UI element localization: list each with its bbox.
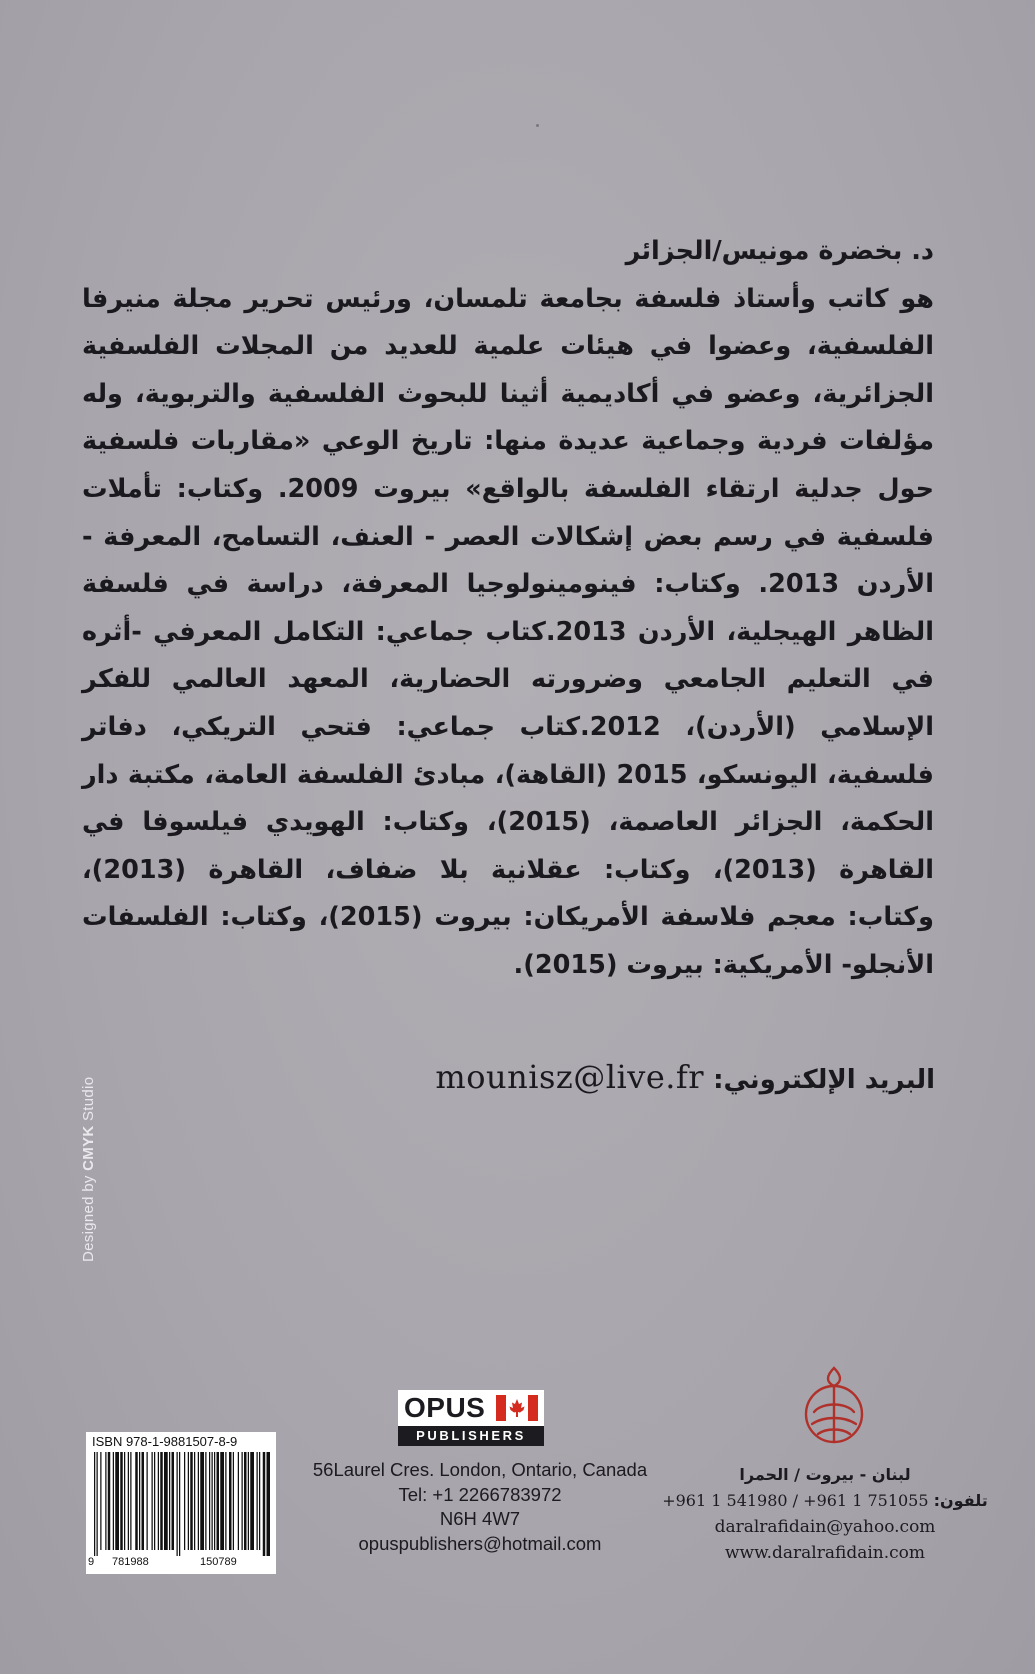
barcode-bar (184, 1452, 185, 1550)
barcode-bar (212, 1452, 213, 1550)
author-bio (82, 228, 934, 990)
barcode-bar (115, 1452, 119, 1550)
barcode-bar (205, 1452, 206, 1550)
barcode-bar (225, 1452, 226, 1550)
barcode-bar (248, 1452, 249, 1550)
barcode-bar (188, 1452, 189, 1550)
barcode-bar (259, 1452, 260, 1550)
barcode-bar (263, 1452, 266, 1556)
rafidain-email[interactable]: daralrafidain@yahoo.com (714, 1517, 936, 1537)
barcode-bar (214, 1452, 215, 1550)
opus-contact (290, 1458, 670, 1556)
barcode-bar (200, 1452, 204, 1550)
barcode-bar (128, 1452, 129, 1550)
rafidain-location: لبنان - بيروت / الحمرا (739, 1465, 911, 1484)
barcode-bar (190, 1452, 193, 1550)
opus-tel: Tel: +1 2266783972 (398, 1483, 562, 1505)
rafidain-logo-icon (796, 1362, 872, 1450)
email-label: البريد الإلكتروني: (713, 1065, 935, 1095)
rafidain-website[interactable]: www.daralrafidain.com (724, 1543, 926, 1563)
barcode-digits-right: 150789 (200, 1556, 237, 1568)
rafidain-phone-line (660, 1488, 990, 1514)
author-name: د. بخضرة مونيس/الجزائر (625, 236, 934, 266)
barcode-bar (194, 1452, 195, 1550)
barcode-bar (172, 1452, 175, 1550)
barcode-bar (164, 1452, 168, 1550)
barcode-bar (142, 1452, 145, 1550)
barcode-bar (135, 1452, 138, 1550)
designer-credit (80, 1077, 97, 1262)
barcode-bar (233, 1452, 234, 1550)
barcode-bar (154, 1452, 155, 1550)
barcode-bar (160, 1452, 163, 1550)
barcode-bar (108, 1452, 111, 1550)
barcode-bar (130, 1452, 131, 1550)
barcode-bar (113, 1452, 114, 1550)
barcode-bar (267, 1452, 271, 1556)
email-line (435, 1058, 935, 1096)
credit-prefix: Designed by (80, 1170, 97, 1262)
barcode-bar (244, 1452, 247, 1550)
barcode-bar (100, 1452, 101, 1550)
speck (536, 124, 539, 127)
barcode-bar (147, 1452, 148, 1550)
barcode-bar (177, 1452, 178, 1556)
author-email[interactable]: mounisz@live.fr (435, 1058, 705, 1096)
barcode-bar (229, 1452, 232, 1550)
barcode-bar (250, 1452, 254, 1550)
rafidain-phones: +961 1 541980 / +961 1 751055 (662, 1491, 929, 1510)
bio-paragraph: هو كاتب وأستاذ فلسفة بجامعة تلمسان، ورئيس تحرير مجلة منيرفا الفلسفية، وعضوا في هيئات علمية للعديد من المجلات الفلسفية الجزائرية، وعضو في أكاديمية أثينا للبحوث الفلسفية والتربوية، وله مؤلفات فردية وجماعية عديدة منها: تاريخ الوعي «مقاربات فلسفية حول جدلية ارتقاء الفلسفة بالواقع» بيروت 2009. وكتاب: تأملات فلسفية في رسم بعض إشكالات العصر - العنف، التسامح، المعرفة - الأردن 2013. وكتاب: فينومينولوجيا المعرفة، دراسة في فلسفة الظاهر الهيجلية، الأردن 2013.كتاب جماعي: التكامل المعرفي -أثره في التعليم الجامعي وضرورته الحضارية، المعهد العالمي للفكر الإسلامي (الأردن)، 2012.كتاب جماعي: فتحي التريكي، دفاتر فلسفية، اليونسكو، 2015 (القاهة)، مبادئ الفلسفة العامة، مكتبة دار الحكمة، الجزائر العاصمة، (2015)، وكتاب: الهويدي فيلسوفا في القاهرة (2013)، وكتاب: عقلانية بلا ضفاف، القاهرة (2013)، وكتاب: معجم فلاسفة الأمريكان: بيروت (2015)، وكتاب: الفلسفات الأنجلو- الأمريكية: بيروت (2015). (82, 283, 935, 980)
opus-postal: N6H 4W7 (439, 1508, 521, 1529)
barcode-bar (209, 1452, 210, 1550)
isbn-text: ISBN 978-1-9881507-8-9 (92, 1434, 238, 1449)
credit-suffix: Studio (80, 1076, 97, 1126)
rafidain-contact (660, 1462, 990, 1566)
barcode-bar (97, 1452, 98, 1556)
barcode-bar (120, 1452, 123, 1550)
barcode-bar (169, 1452, 170, 1550)
barcode-bar (179, 1452, 180, 1556)
credit-brand: CMYK (80, 1125, 97, 1171)
barcode-bar (152, 1452, 153, 1550)
barcode-bar (220, 1452, 224, 1550)
barcode-bar (124, 1452, 125, 1550)
barcode-bar (198, 1452, 199, 1550)
opus-address: 56Laurel Cres. London, Ontario, Canada (312, 1459, 648, 1480)
barcode-bar (257, 1452, 258, 1550)
barcode-bar (238, 1452, 239, 1550)
canada-flag-icon (496, 1395, 538, 1421)
opus-logo (398, 1390, 544, 1448)
opus-publishers-label: PUBLISHERS (398, 1426, 544, 1446)
opus-email[interactable]: opuspublishers@hotmail.com (358, 1532, 602, 1554)
barcode-bar (139, 1452, 140, 1550)
barcode-bar (158, 1452, 159, 1550)
barcode-bars (92, 1452, 270, 1556)
barcode-digit-lead: 9 (88, 1556, 95, 1568)
barcode-bar (94, 1452, 95, 1556)
opus-logo-top (398, 1390, 544, 1426)
phone-label: تلفون: (933, 1491, 988, 1510)
opus-wordmark: OPUS (404, 1392, 486, 1423)
barcode-bar (105, 1452, 106, 1550)
barcode-digits-left: 781988 (112, 1556, 149, 1568)
barcode-bar (242, 1452, 243, 1550)
isbn-barcode (86, 1432, 276, 1574)
barcode-bar (217, 1452, 220, 1550)
